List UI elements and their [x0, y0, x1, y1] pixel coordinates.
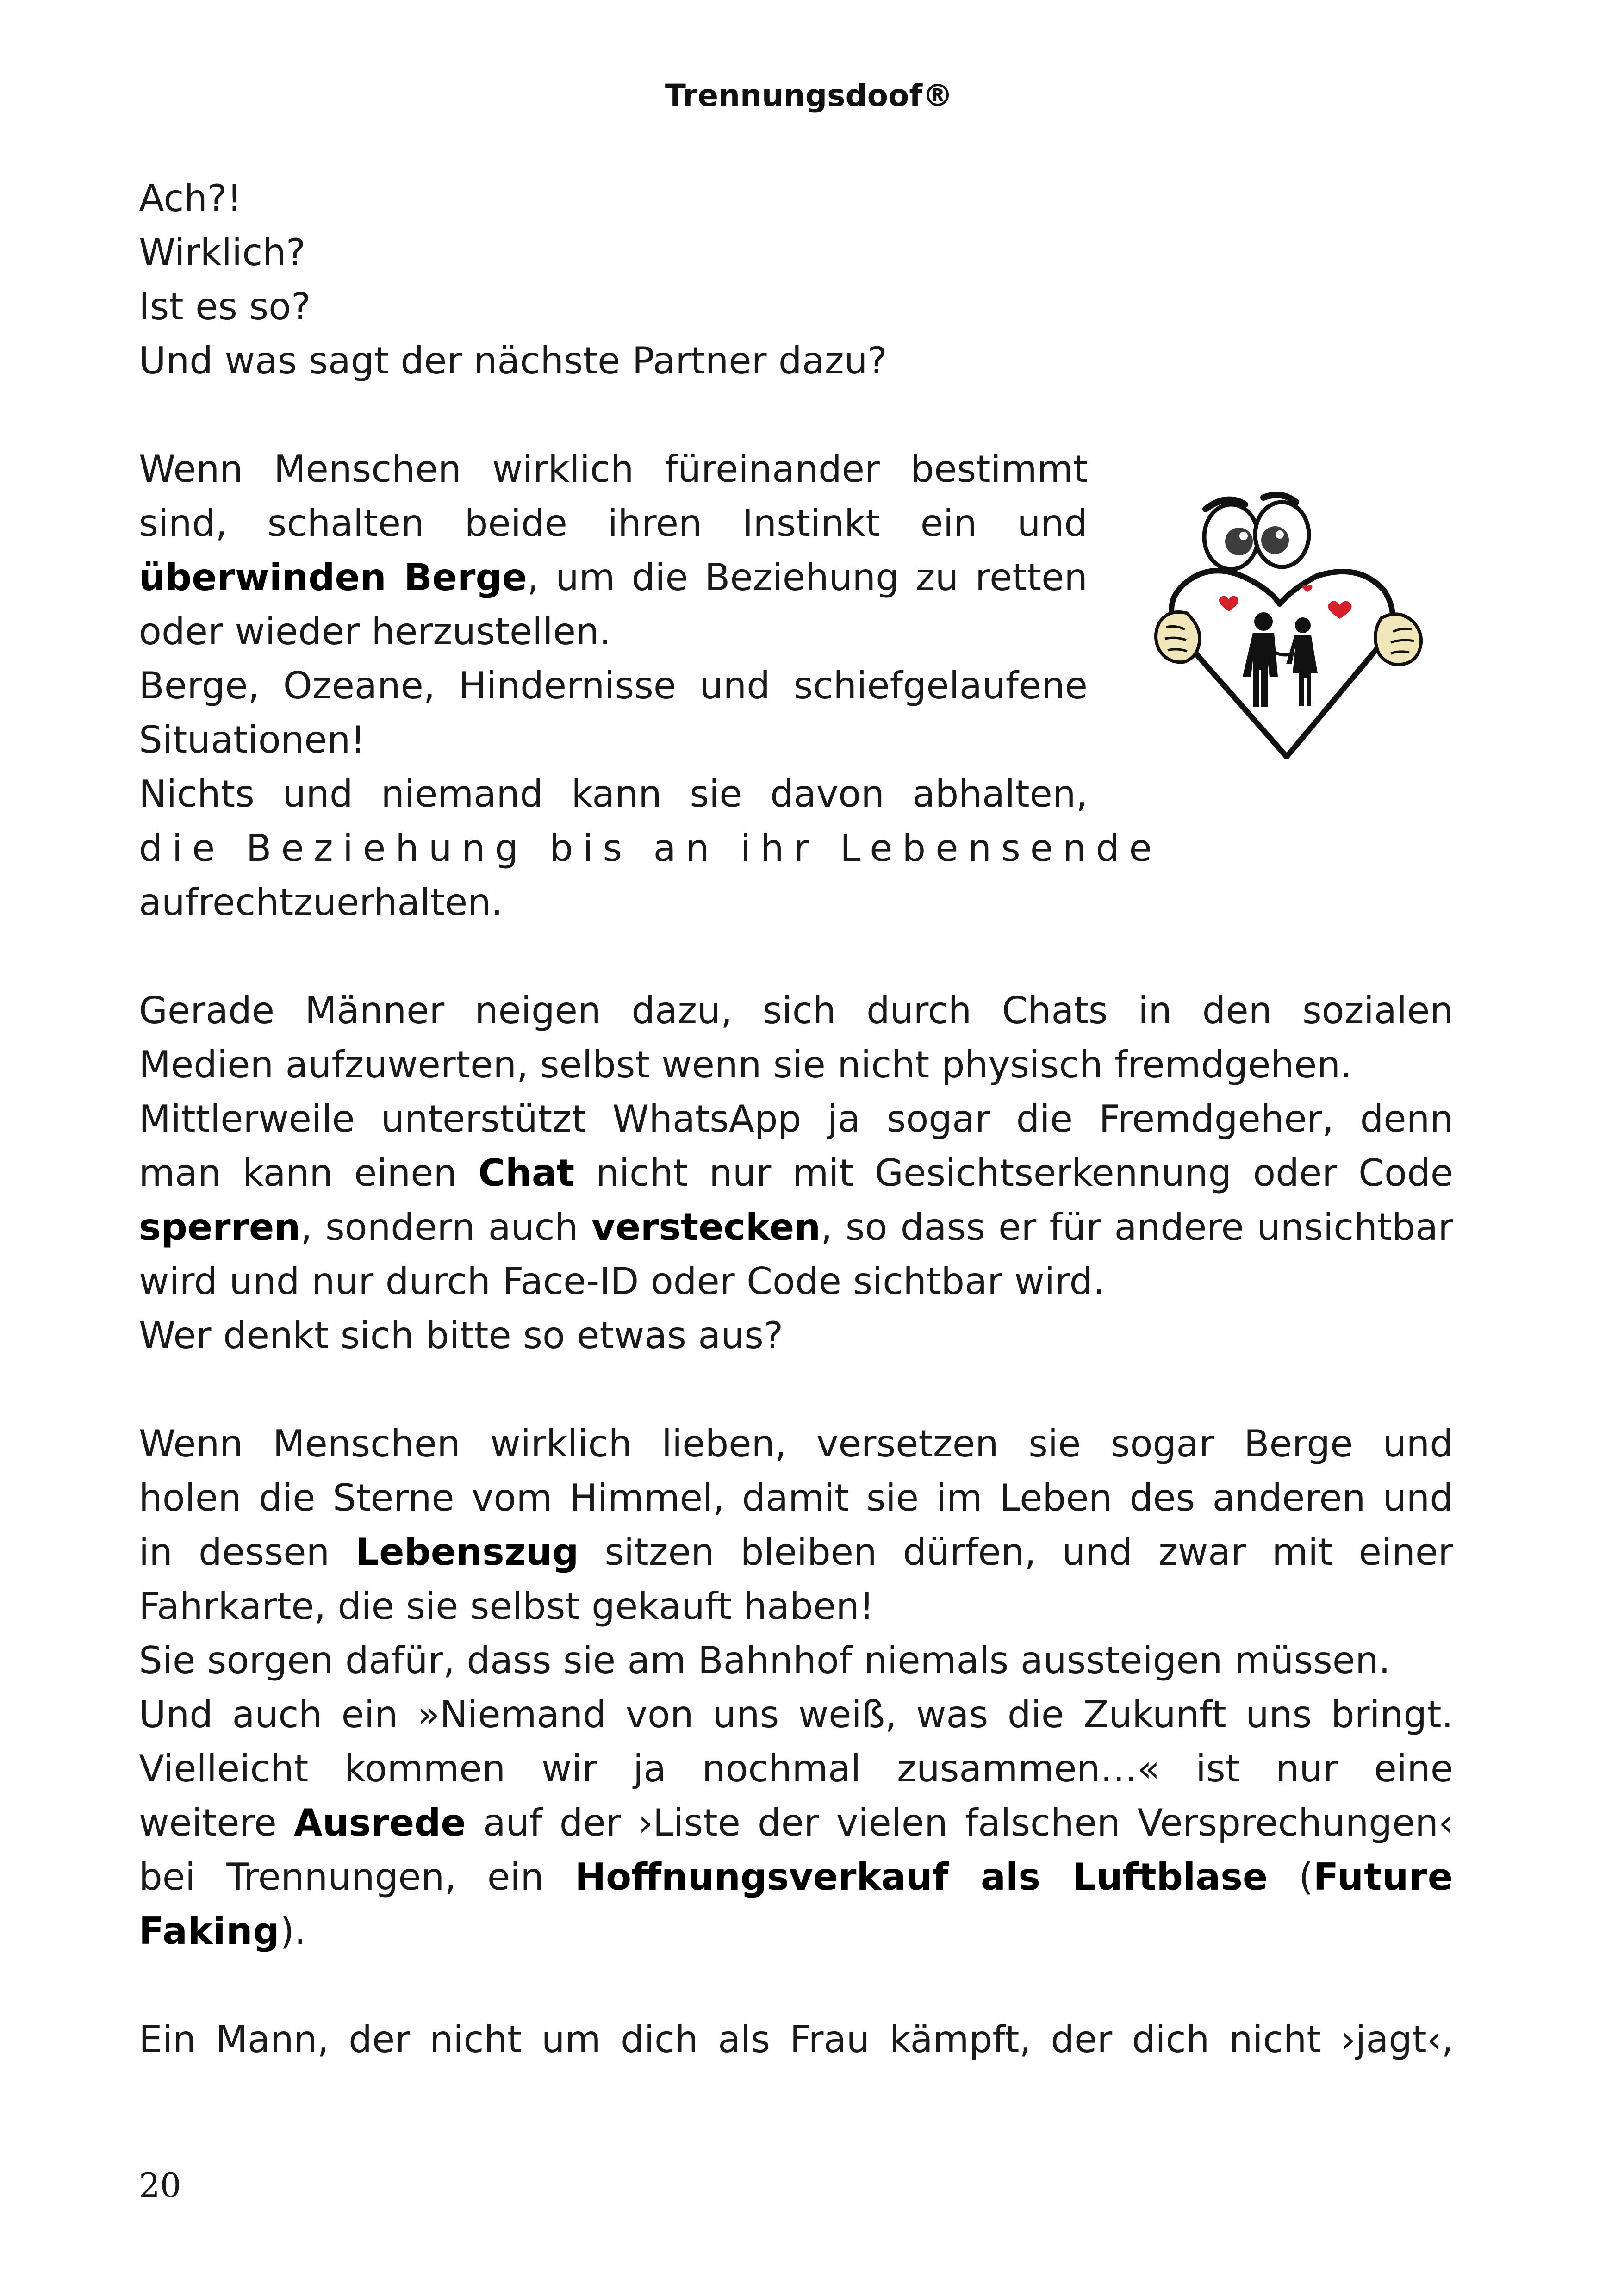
text-line: Situationen! [139, 718, 366, 761]
heavy-term: Future [1313, 1855, 1454, 1898]
text-line: Mittlerweile unterstützt WhatsApp ja sogar die Fremdgeher, denn [139, 1097, 1453, 1140]
text-line: Wirklich? [139, 231, 306, 274]
text-line: Wenn Menschen wirklich lieben, versetzen sie sogar Berge und [139, 1422, 1453, 1465]
running-head: Trennungsdoof® [665, 78, 953, 113]
text-line: Und auch ein »Niemand von uns weiß, was die Zukunft uns bringt. [139, 1693, 1453, 1736]
bold-phrase: Hoffnungsverkauf als Luftblase [575, 1855, 1268, 1898]
text-line: Fahrkarte, die sie selbst gekauft haben! [139, 1585, 874, 1628]
text-line: sperren, sondern auch verstecken, so dass er für andere unsichtbar [139, 1206, 1453, 1249]
bold-word: Chat [478, 1151, 575, 1195]
text-line: Gerade Männer neigen dazu, sich durch Chats in den sozialen [139, 989, 1453, 1032]
body-text [139, 171, 1453, 2066]
text-line: Ach?! [139, 177, 242, 220]
text-line: Wenn Menschen wirklich füreinander bestimmt [139, 448, 1088, 491]
text-line: Wer denkt sich bitte so etwas aus? [139, 1314, 784, 1357]
bold-phrase: überwinden Berge [139, 556, 528, 599]
text-line: aufrechtzuerhalten. [139, 881, 503, 924]
text-line: überwinden Berge, um die Beziehung zu retten [139, 556, 1088, 599]
text-line: Medien aufzuwerten, selbst wenn sie nicht physisch fremdgehen. [139, 1043, 1352, 1086]
text-line: in dessen Lebenszug sitzen bleiben dürfen, und zwar mit einer [139, 1531, 1454, 1574]
text-line: weitere Ausrede auf der ›Liste der vielen falschen Versprechungen‹ [139, 1801, 1453, 1844]
text-line: oder wieder herzustellen. [139, 610, 611, 653]
text-line: Und was sagt der nächste Partner dazu? [139, 339, 887, 382]
text-line: die Beziehung bis an ihr Lebensende [139, 827, 1162, 870]
text-line: Sie sorgen dafür, dass sie am Bahnhof niemals aussteigen müssen. [139, 1639, 1391, 1682]
bold-word: sperren [139, 1206, 301, 1249]
bold-word: verstecken [591, 1206, 821, 1249]
text-line: man kann einen Chat nicht nur mit Gesichtserkennung oder Code [139, 1151, 1453, 1195]
text-line: holen die Sterne vom Himmel, damit sie im Leben des anderen und [139, 1476, 1453, 1519]
text-line: wird und nur durch Face-ID oder Code sichtbar wird. [139, 1260, 1105, 1303]
text-line: Vielleicht kommen wir ja nochmal zusammen…« ist nur eine [139, 1747, 1453, 1790]
text-line: Ist es so? [139, 285, 311, 328]
text-line: bei Trennungen, ein Hoffnungsverkauf als Luftblase (Future [139, 1855, 1454, 1898]
bold-word: Lebenszug [355, 1531, 579, 1574]
text-line: Nichts und niemand kann sie davon abhalten, [139, 772, 1088, 815]
text-line: Ein Mann, der nicht um dich als Frau kämpft, der dich nicht ›jagt‹, [139, 2018, 1453, 2061]
text-line: Berge, Ozeane, Hindernisse und schiefgelaufene [139, 664, 1088, 707]
text-line: sind, schalten beide ihren Instinkt ein und [139, 502, 1088, 545]
page-number: 20 [139, 2166, 181, 2205]
bold-word: Ausrede [293, 1801, 466, 1844]
text-line: Faking). [139, 1910, 306, 1953]
heavy-term: Faking [139, 1910, 280, 1953]
